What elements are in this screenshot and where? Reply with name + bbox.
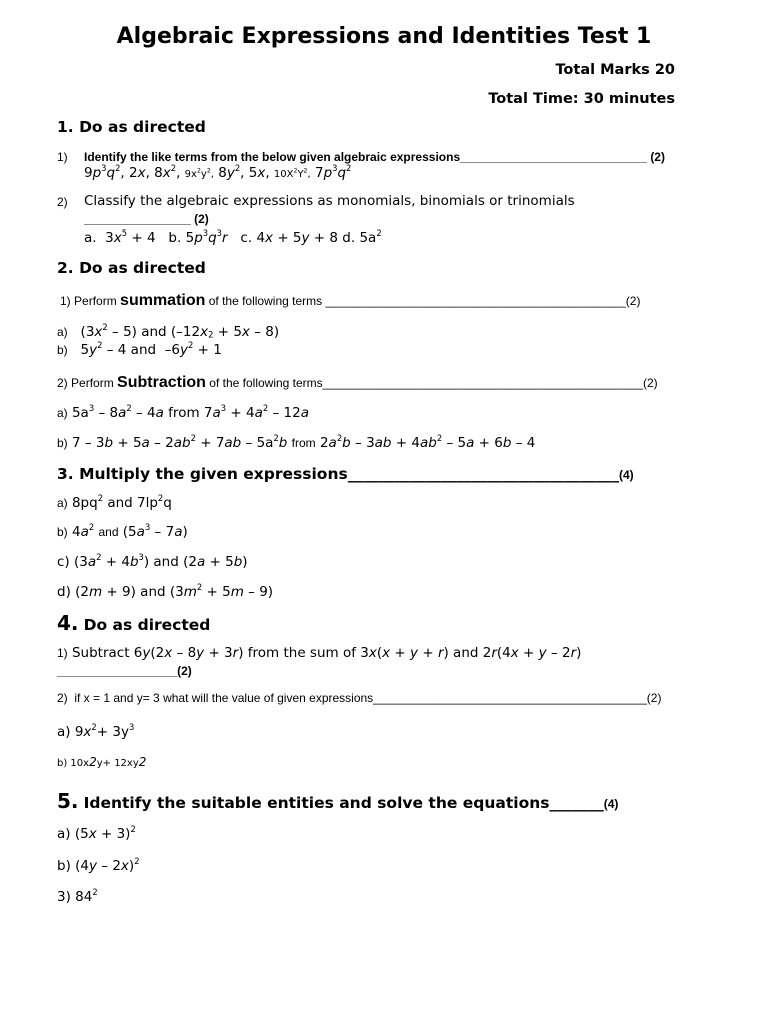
s3-part-c: c) $(3a^2 + 4b^3)$ and (2a + 5b) xyxy=(57,552,248,570)
s2-q1-line xyxy=(60,292,640,310)
s1-q2-options: a. $3x^5 + 4$ b. $5p^3q^3r$ c. 4x + 5y + 8 d. $5a^2$ xyxy=(84,228,382,246)
s2-q2-rest: of the following terms________________________________________________(2) xyxy=(209,376,658,390)
total-time: Total Time: 30 minutes xyxy=(488,91,675,107)
section-3-marks: (4) xyxy=(618,468,634,482)
section-4-heading: Do as directed xyxy=(83,616,211,634)
s2-q1-part-a: a) $(3x^2 - 5)$ and $(-12x_2 + 5x - 8)$ xyxy=(57,322,280,340)
s1-q1-number: 1) xyxy=(57,150,68,164)
s5-part-b: b) (4y – 2x)$^2$ xyxy=(57,856,140,874)
s1-q1-text: Identify the like terms from the below given algebraic expressions____________________________ (2) xyxy=(84,150,665,164)
s2-q1-pre: Perform xyxy=(74,294,117,308)
s2-q1-part-b: b) $5y^2 - 4$ and $-6y^2 + 1$ xyxy=(57,340,222,358)
s3-part-d: d) (2m + 9) and $(3m^2 + 5m - 9)$ xyxy=(57,582,274,600)
total-marks: Total Marks 20 xyxy=(555,62,675,78)
s4-q2-number: 2) xyxy=(57,691,68,705)
s5-part-c: 3) $84^2$ xyxy=(57,887,98,905)
s1-q2-text: Classify the algebraic expressions as monomials, binomials or trinomials xyxy=(84,193,575,209)
s3-part-a: a) $8pq^2$ and $7lp^2q$ xyxy=(57,493,172,511)
s4-q1-answer-blank: __________________(2) xyxy=(57,664,192,678)
s4-q2-part-a: a) $9x^2+ 3y^3$ xyxy=(57,722,135,740)
section-3-heading: 3. Multiply the given expressions___________________________________ xyxy=(57,465,619,483)
section-5-heading: Identify the suitable entities and solve the equations_______ xyxy=(83,794,604,812)
s2-q2-number: 2) xyxy=(57,376,68,390)
s2-q2-part-b: b) $7 - 3b + 5a - 2ab^2 + 7ab - 5a^2b$ from $2a^2b - 3ab + 4ab^2 - 5a + 6b - 4$ xyxy=(57,433,536,451)
s4-q2-text: if x = 1 and y= 3 what will the value of given expressions_________________________________________(2) xyxy=(74,691,662,705)
section-3-heading-line xyxy=(57,465,634,484)
section-1-heading: 1. Do as directed xyxy=(57,118,206,136)
s2-q2-part-a: a) $5a^3 - 8a^2 - 4a$ from $7a^3 + 4a^2 - 12a$ xyxy=(57,403,309,421)
section-4-heading-line xyxy=(57,612,210,635)
s2-q2-pre: Perform xyxy=(71,376,114,390)
s4-q2-line xyxy=(57,692,661,706)
s2-q1-rest: of the following terms _____________________________________________(2) xyxy=(208,294,641,308)
s1-q2-answer-blank: ________________ (2) xyxy=(84,212,209,226)
section-5-heading-line xyxy=(57,790,618,813)
s2-q1-number: 1) xyxy=(60,294,71,308)
s2-q2-line xyxy=(57,374,658,392)
section-4-number: 4. xyxy=(57,611,79,635)
section-2-heading: 2. Do as directed xyxy=(57,259,206,277)
s1-q2-number: 2) xyxy=(57,195,68,209)
section-5-number: 5. xyxy=(57,789,79,813)
s5-part-a: a) $(5x + 3)^2$ xyxy=(57,824,136,842)
s4-q2-part-b: b) 10x2y+ 12xy2 xyxy=(57,755,147,769)
s2-q1-keyword: summation xyxy=(120,292,206,309)
s2-q2-keyword: Subtraction xyxy=(117,374,206,391)
s4-q1-text: 1) Subtract 6y(2x – 8y + 3r) from the sum of 3x(x + y + r) and 2r(4x + y – 2r) xyxy=(57,645,582,661)
section-5-marks: (4) xyxy=(603,797,619,811)
page-title: Algebraic Expressions and Identities Test 1 xyxy=(116,24,652,49)
s1-q1-terms: $9p^3q^2$, 2x, $8x^2$, $9x^2y^2$, $8y^2$, 5x, $10X^2Y^2$, $7p^3q^2$ xyxy=(84,163,352,181)
s3-part-b: b) $4a^2$ and $(5a^3 - 7a)$ xyxy=(57,522,188,540)
